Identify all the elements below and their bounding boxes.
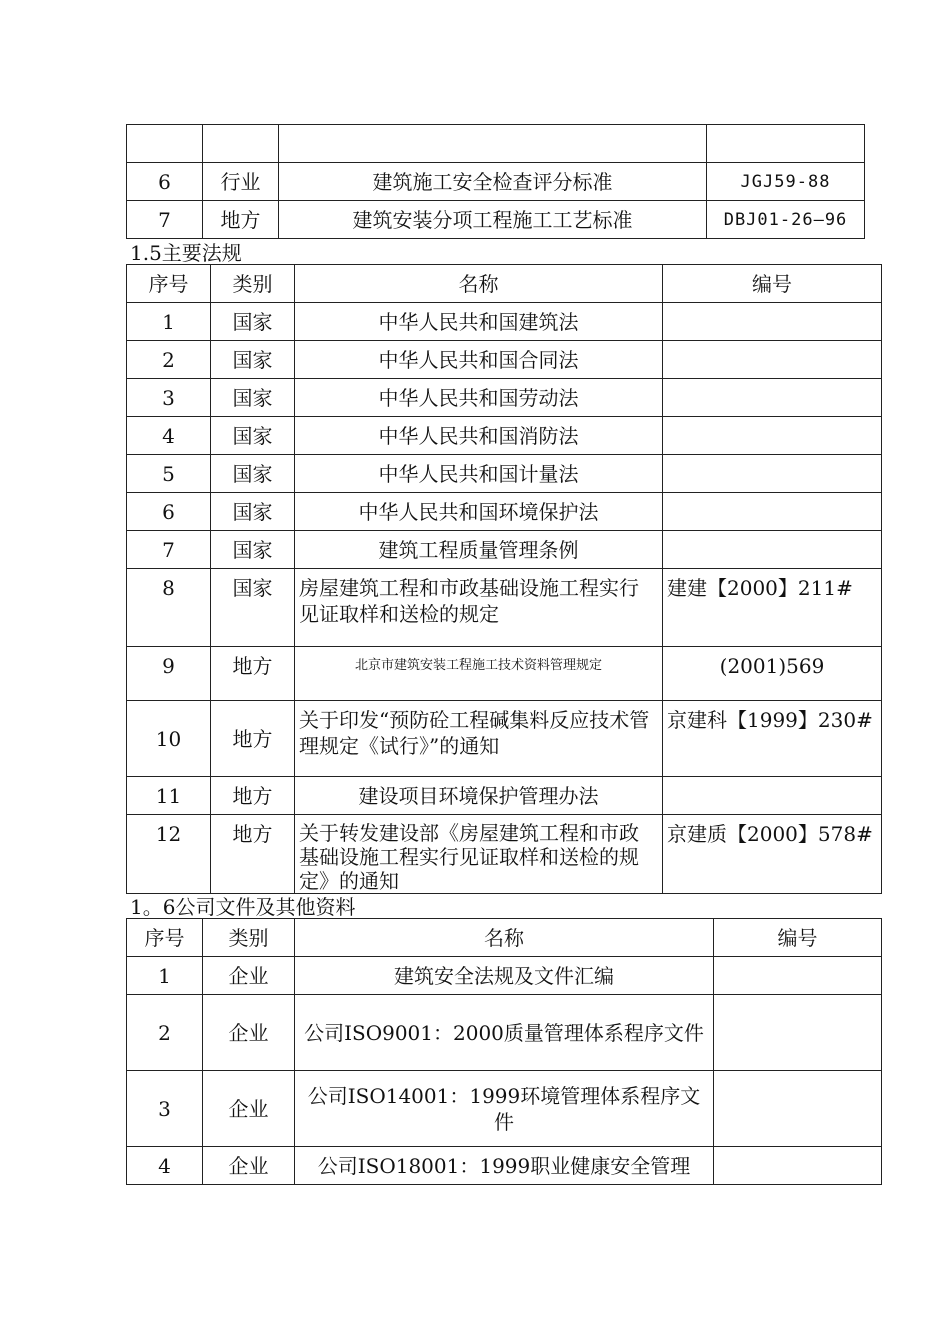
row-name: 建筑工程质量管理条例 <box>295 531 663 569</box>
row-category: 地方 <box>211 701 295 777</box>
row-name: 关于转发建设部《房屋建筑工程和市政基础设施工程实行见证取样和送检的规定》的通知 <box>295 815 663 894</box>
row-code: (2001)569 <box>663 647 882 701</box>
header-name: 名称 <box>295 265 663 303</box>
row-name: 公司ISO9001：2000质量管理体系程序文件 <box>295 995 714 1071</box>
row-name: 建筑施工安全检查评分标准 <box>279 163 707 201</box>
row-number: 1 <box>127 957 203 995</box>
row-name: 中华人民共和国建筑法 <box>295 303 663 341</box>
table-row <box>127 125 865 163</box>
row-category: 企业 <box>203 1071 295 1147</box>
company-documents-table <box>126 918 882 1185</box>
row-number: 12 <box>127 815 211 894</box>
row-number: 6 <box>127 163 203 201</box>
row-category: 企业 <box>203 1147 295 1185</box>
table-header-row <box>127 265 882 303</box>
row-name <box>279 125 707 163</box>
table-row <box>127 341 882 379</box>
row-code: 京建科【1999】230# <box>663 701 882 777</box>
row-category: 国家 <box>211 341 295 379</box>
row-number: 4 <box>127 1147 203 1185</box>
table-row <box>127 493 882 531</box>
row-name: 关于印发“预防砼工程碱集料反应技术管理规定《试行》”的通知 <box>295 701 663 777</box>
table-row <box>127 995 882 1071</box>
row-category: 国家 <box>211 303 295 341</box>
row-code <box>663 531 882 569</box>
row-category: 行业 <box>203 163 279 201</box>
row-number: 6 <box>127 493 211 531</box>
table-row <box>127 815 882 894</box>
row-category: 国家 <box>211 455 295 493</box>
row-code <box>663 777 882 815</box>
row-number: 8 <box>127 569 211 647</box>
table-row <box>127 569 882 647</box>
row-code: 京建质【2000】578# <box>663 815 882 894</box>
row-category: 地方 <box>211 815 295 894</box>
regulations-table <box>126 264 882 894</box>
table-row <box>127 201 865 239</box>
row-name: 中华人民共和国计量法 <box>295 455 663 493</box>
row-name: 建筑安全法规及文件汇编 <box>295 957 714 995</box>
table-row <box>127 379 882 417</box>
table-row <box>127 647 882 701</box>
row-name: 建筑安装分项工程施工工艺标准 <box>279 201 707 239</box>
row-code <box>714 957 882 995</box>
row-number: 4 <box>127 417 211 455</box>
row-name: 北京市建筑安装工程施工技术资料管理规定 <box>295 647 663 701</box>
row-code <box>714 995 882 1071</box>
header-code: 编号 <box>663 265 882 303</box>
header-name: 名称 <box>295 919 714 957</box>
row-code <box>663 303 882 341</box>
table-row <box>127 957 882 995</box>
table-row <box>127 163 865 201</box>
row-number: 3 <box>127 1071 203 1147</box>
row-number: 1 <box>127 303 211 341</box>
row-number: 7 <box>127 531 211 569</box>
row-number: 9 <box>127 647 211 701</box>
table-row <box>127 417 882 455</box>
row-code: 建建【2000】211# <box>663 569 882 647</box>
row-name: 中华人民共和国环境保护法 <box>295 493 663 531</box>
table-row <box>127 1071 882 1147</box>
table-row <box>127 1147 882 1185</box>
row-code <box>714 1071 882 1147</box>
section-heading-company-documents: 1。6公司文件及其他资料 <box>130 895 356 919</box>
row-number: 10 <box>127 701 211 777</box>
header-category: 类别 <box>203 919 295 957</box>
table-header-row <box>127 919 882 957</box>
row-category: 国家 <box>211 417 295 455</box>
row-name: 中华人民共和国合同法 <box>295 341 663 379</box>
row-code: JGJ59-88 <box>707 163 865 201</box>
row-category: 地方 <box>211 647 295 701</box>
row-category: 地方 <box>203 201 279 239</box>
row-category: 地方 <box>211 777 295 815</box>
row-number: 2 <box>127 995 203 1071</box>
row-number: 5 <box>127 455 211 493</box>
row-number <box>127 125 203 163</box>
row-name: 公司ISO18001：1999职业健康安全管理 <box>295 1147 714 1185</box>
table-row <box>127 777 882 815</box>
row-code <box>707 125 865 163</box>
row-code <box>663 455 882 493</box>
row-code <box>663 379 882 417</box>
row-name: 中华人民共和国劳动法 <box>295 379 663 417</box>
header-number: 序号 <box>127 265 211 303</box>
row-name: 公司ISO14001：1999环境管理体系程序文件 <box>295 1071 714 1147</box>
row-code <box>663 417 882 455</box>
row-category: 国家 <box>211 379 295 417</box>
row-name: 中华人民共和国消防法 <box>295 417 663 455</box>
row-number: 11 <box>127 777 211 815</box>
row-code <box>663 341 882 379</box>
table-row <box>127 701 882 777</box>
row-code <box>714 1147 882 1185</box>
table-row <box>127 303 882 341</box>
row-category: 国家 <box>211 493 295 531</box>
row-category <box>203 125 279 163</box>
row-name: 建设项目环境保护管理办法 <box>295 777 663 815</box>
row-name: 房屋建筑工程和市政基础设施工程实行见证取样和送检的规定 <box>295 569 663 647</box>
row-number: 3 <box>127 379 211 417</box>
header-number: 序号 <box>127 919 203 957</box>
section-heading-regulations: 1.5主要法规 <box>130 241 242 265</box>
row-category: 国家 <box>211 569 295 647</box>
row-number: 2 <box>127 341 211 379</box>
header-code: 编号 <box>714 919 882 957</box>
row-category: 企业 <box>203 995 295 1071</box>
row-code <box>663 493 882 531</box>
table-row <box>127 531 882 569</box>
table-row <box>127 455 882 493</box>
row-category: 企业 <box>203 957 295 995</box>
row-number: 7 <box>127 201 203 239</box>
row-category: 国家 <box>211 531 295 569</box>
standards-table <box>126 124 865 239</box>
row-code: DBJ01-26—96 <box>707 201 865 239</box>
header-category: 类别 <box>211 265 295 303</box>
